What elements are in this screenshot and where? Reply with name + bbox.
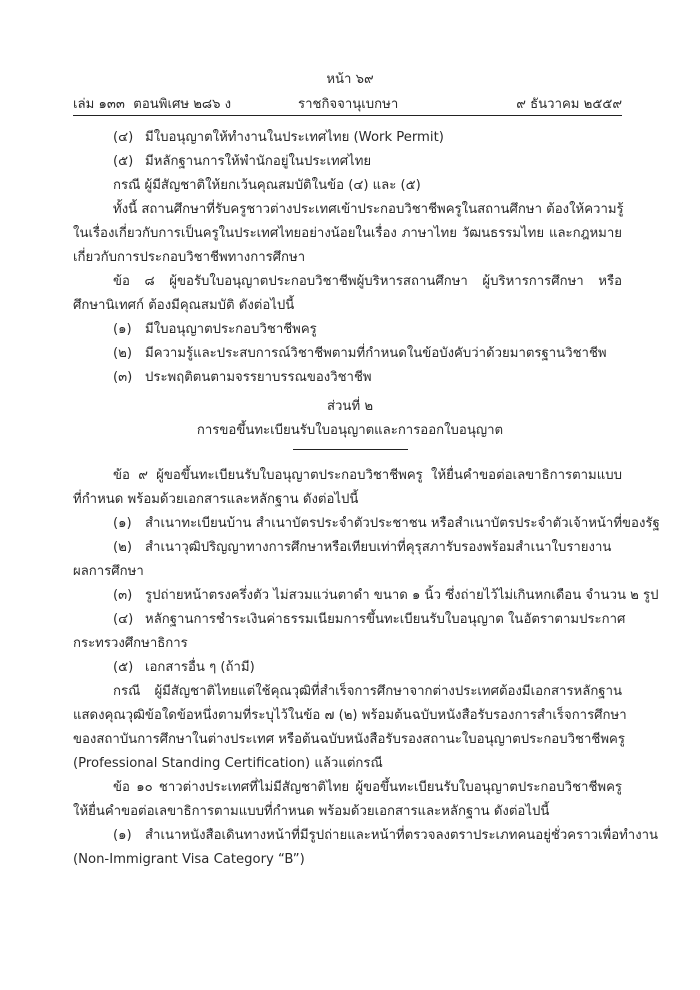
paragraph-line: ที่กำหนด พร้อมด้วยเอกสารและหลักฐาน ดังต่อไปนี้ xyxy=(73,492,359,507)
item-text: มีใบอนุญาตให้ทำงานในประเทศไทย (Work Permit) xyxy=(145,130,444,145)
section-divider xyxy=(293,449,408,450)
item-text: หลักฐานการชำระเงินค่าธรรมเนียมการขึ้นทะเบียนรับใบอนุญาต ในอัตราตามประกาศ xyxy=(145,612,626,627)
paragraph-line: กระทรวงศึกษาธิการ xyxy=(73,636,188,651)
item-text: มีหลักฐานการให้พำนักอยู่ในประเทศไทย xyxy=(145,154,372,169)
item-text: ประพฤติตนตามจรรยาบรรณของวิชาชีพ xyxy=(145,370,372,385)
clause-8-line: ข้อ ๘ ผู้ขอรับใบอนุญาตประกอบวิชาชีพผู้บริหารสถานศึกษา ผู้บริหารการศึกษา หรือ xyxy=(113,274,622,289)
item-marker: (๕) xyxy=(113,660,134,675)
list-item xyxy=(113,152,371,172)
paragraph-line: เกี่ยวกับการประกอบวิชาชีพทางการศึกษา xyxy=(73,250,306,265)
list-item xyxy=(113,368,372,388)
paragraph-line: ผลการศึกษา xyxy=(73,564,144,579)
item-text: สำเนาทะเบียนบ้าน สำเนาบัตรประจำตัวประชาชน หรือสำเนาบัตรประจำตัวเจ้าหน้าที่ของรัฐ xyxy=(145,516,660,531)
item-marker: (๕) xyxy=(113,154,134,169)
page-number: หน้า ๖๙ xyxy=(326,72,374,87)
item-text: มีความรู้และประสบการณ์วิชาชีพตามที่กำหนดในข้อบังคับว่าด้วยมาตรฐานวิชาชีพ xyxy=(145,346,607,361)
item-text: รูปถ่ายหน้าตรงครึ่งตัว ไม่สวมแว่นตาดำ ขนาด ๑ นิ้ว ซึ่งถ่ายไว้ไม่เกินหกเดือน จำนวน ๒ รูป xyxy=(145,588,659,603)
clause-9-line: ข้อ ๙ ผู้ขอขึ้นทะเบียนรับใบอนุญาตประกอบวิชาชีพครู ให้ยื่นคำขอต่อเลขาธิการตามแบบ xyxy=(113,468,622,483)
item-marker: (๒) xyxy=(113,540,132,555)
paragraph-line: ของสถาบันการศึกษาในต่างประเทศ หรือต้นฉบับหนังสือรับรองสถานะใบอนุญาตประกอบวิชาชีพครู xyxy=(73,732,625,747)
clause-10-line: ข้อ ๑๐ ชาวต่างประเทศที่ไม่มีสัญชาติไทย ผู้ขอขึ้นทะเบียนรับใบอนุญาตประกอบวิชาชีพครู xyxy=(113,780,622,795)
publication-date: ๙ ธันวาคม ๒๕๕๙ xyxy=(516,97,622,112)
paragraph-line: (Professional Standing Certification) แล้วแต่กรณี xyxy=(73,756,383,771)
section-title: การขอขึ้นทะเบียนรับใบอนุญาตและการออกใบอนุญาต xyxy=(196,423,504,438)
paragraph-line: ในเรื่องเกี่ยวกับการเป็นครูในประเทศไทยอย่างน้อยในเรื่อง ภาษาไทย วัฒนธรรมไทย และกฎหมาย xyxy=(73,226,622,241)
list-item xyxy=(113,514,660,534)
issue: ตอนพิเศษ ๒๘๖ ง xyxy=(133,97,232,112)
item-text: สำเนาหนังสือเดินทางหน้าที่มีรูปถ่ายและหน้าที่ตรวจลงตราประเภทคนอยู่ชั่วคราวเพื่อทำงาน xyxy=(145,828,659,843)
gazette-header xyxy=(73,93,622,113)
item-marker: (๓) xyxy=(113,370,133,385)
list-item xyxy=(113,344,607,364)
header-divider xyxy=(73,115,622,116)
item-marker: (๑) xyxy=(113,322,132,337)
list-item xyxy=(113,538,611,558)
item-marker: (๔) xyxy=(113,130,134,145)
item-text: สำเนาวุฒิปริญญาทางการศึกษาหรือเทียบเท่าที่คุรุสภารับรองพร้อมสำเนาใบรายงาน xyxy=(145,540,612,555)
volume: เล่ม ๑๓๓ xyxy=(73,97,125,112)
paragraph-line: (Non-Immigrant Visa Category “B”) xyxy=(73,852,305,867)
item-marker: (๔) xyxy=(113,612,134,627)
item-text: เอกสารอื่น ๆ (ถ้ามี) xyxy=(145,660,255,675)
item-marker: (๑) xyxy=(113,828,132,843)
list-item xyxy=(113,586,659,606)
list-item xyxy=(113,128,444,148)
paragraph-line: กรณี ผู้มีสัญชาติไทยแต่ใช้คุณวุฒิที่สำเร็จการศึกษาจากต่างประเทศต้องมีเอกสารหลักฐาน xyxy=(113,684,622,699)
publication-title: ราชกิจจานุเบกษา xyxy=(298,97,399,112)
volume-issue xyxy=(73,93,231,114)
paragraph-line: ศึกษานิเทศก์ ต้องมีคุณสมบัติ ดังต่อไปนี้ xyxy=(73,298,295,313)
list-item xyxy=(113,610,625,630)
item-text: มีใบอนุญาตประกอบวิชาชีพครู xyxy=(145,322,317,337)
list-item xyxy=(113,320,317,340)
list-item xyxy=(113,826,658,846)
item-marker: (๑) xyxy=(113,516,132,531)
paragraph-line: กรณี ผู้มีสัญชาติให้ยกเว้นคุณสมบัติในข้อ (๔) และ (๕) xyxy=(113,178,421,193)
item-marker: (๓) xyxy=(113,588,133,603)
paragraph-line: ทั้งนี้ สถานศึกษาที่รับครูชาวต่างประเทศเข้าประกอบวิชาชีพครูในสถานศึกษา ต้องให้ความรู้ xyxy=(113,202,624,217)
list-item xyxy=(113,658,255,678)
item-marker: (๒) xyxy=(113,346,132,361)
paragraph-line: แสดงคุณวุฒิข้อใดข้อหนึ่งตามที่ระบุไว้ในข้อ ๗ (๒) พร้อมต้นฉบับหนังสือรับรองการสำเร็จการศึกษา xyxy=(73,708,627,723)
paragraph-line: ให้ยื่นคำขอต่อเลขาธิการตามแบบที่กำหนด พร้อมด้วยเอกสารและหลักฐาน ดังต่อไปนี้ xyxy=(73,804,550,819)
section-number: ส่วนที่ ๒ xyxy=(326,399,374,414)
